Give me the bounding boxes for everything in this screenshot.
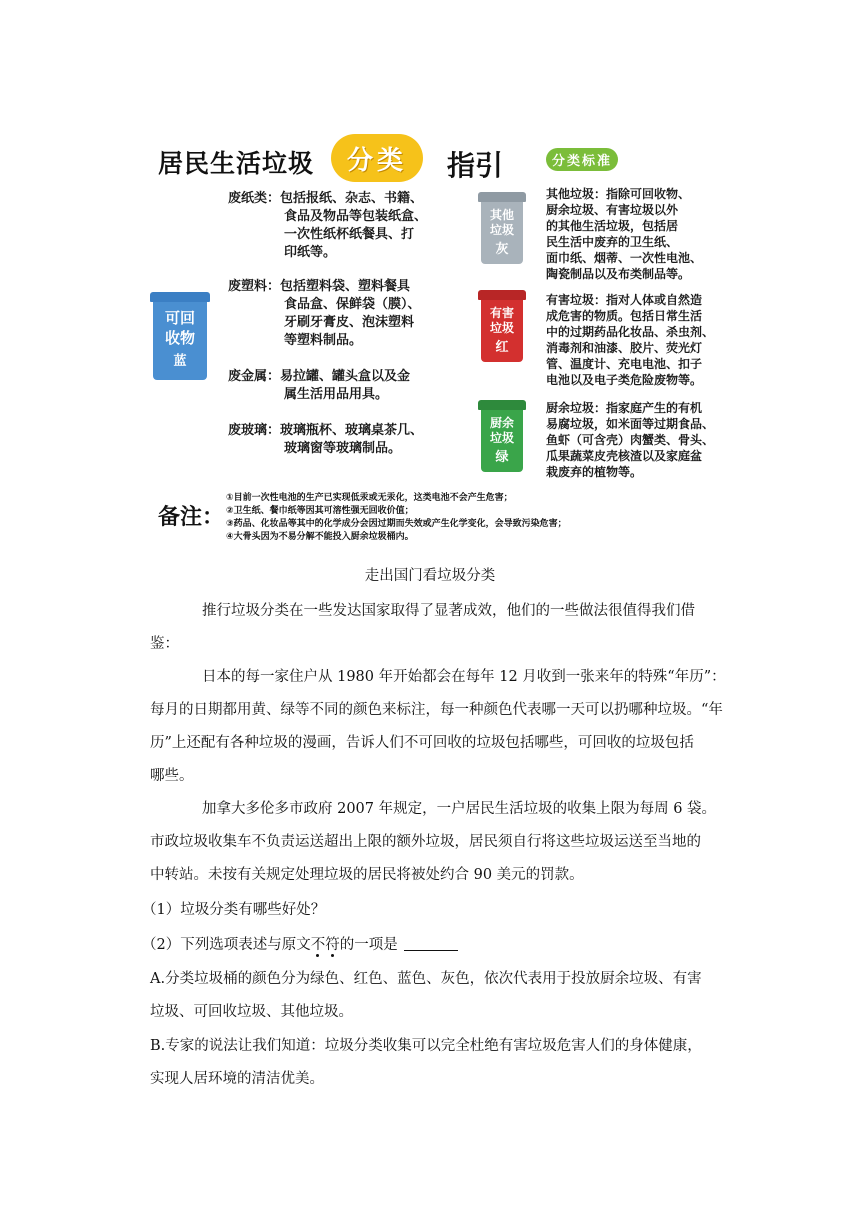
paragraph-3-line-1: 加拿大多伦多市政府 2007 年规定，一户居民生活垃圾的收集上限为每周 6 袋。 — [202, 801, 717, 817]
waste-plastic-text: 废塑料：包括塑料袋、塑料餐具 食品盒、保鲜袋（膜）、 牙刷牙膏皮、泡沫塑料 等塑料制品。 — [228, 279, 421, 348]
answer-blank[interactable] — [404, 950, 458, 951]
waste-paper-text: 废纸类：包括报纸、杂志、书籍、 食品及物品等包装纸盒、 一次性纸杯纸餐具、打 印纸等。 — [228, 191, 428, 260]
notes-label: 备注： — [158, 505, 225, 530]
hazardous-waste-text: 有害垃圾：指对人体或自然造 成危害的物质。包括日常生活 中的过期药品化妆品、杀虫剂、 消毒剂和油漆、胶片、荧光灯 管、温度计、充电电池、扣子 电池以及电子类危险废物等。 — [546, 293, 715, 387]
paragraph-2-line-1: 日本的每一家住户从 1980 年开始都会在每年 12 月收到一张来年的特殊“年历”： — [202, 669, 726, 685]
waste-glass-text: 废玻璃：玻璃瓶杯、玻璃桌茶几、 玻璃窗等玻璃制品。 — [228, 423, 424, 456]
paragraph-2-line-4: 哪些。 — [150, 768, 194, 784]
kitchen-bin-color: 绿 — [495, 450, 509, 465]
poster-title-highlight — [331, 134, 423, 182]
standard-badge: 分类标准 — [546, 148, 618, 171]
garbage-sorting-poster — [150, 128, 738, 544]
option-b-line-2: 实现人居环境的清洁优美。 — [150, 1071, 324, 1087]
notes-list: ①目前一次性电池的生产已实现低汞或无汞化，这类电池不会产生危害； ②卫生纸、餐巾纸等因其可溶性强无回收价值； ③药品、化妆品等其中的化学成分会因过期而失效或产生化学变化，会导致污染危害； ④大骨头因为不易分解不能投入厨余垃圾桶内。 — [226, 493, 567, 542]
paragraph-3-line-2: 市政垃圾收集车不负责运送超出上限的额外垃圾，居民须自行将这些垃圾运送至当地的 — [150, 834, 701, 850]
other-bin-label: 其他垃圾 — [489, 208, 514, 237]
kitchen-waste-text: 厨余垃圾：指家庭产生的有机 易腐垃圾，如米面等过期食品、 鱼虾（可含壳）肉蟹类、骨头、 瓜果蔬菜皮壳核渣以及家庭盆 栽废弃的植物等。 — [546, 401, 715, 479]
kitchen-waste-bin-icon — [478, 400, 526, 472]
option-a-line-2: 垃圾、可回收垃圾、其他垃圾。 — [150, 1004, 353, 1020]
recyclable-bin-label: 可回收物 — [164, 309, 195, 347]
hazardous-bin-color: 红 — [495, 340, 509, 355]
other-waste-bin-icon — [478, 192, 526, 264]
hazardous-waste-bin-icon — [478, 290, 526, 362]
paragraph-1-line-1: 推行垃圾分类在一些发达国家取得了显著成效，他们的一些做法很值得我们借 — [202, 603, 695, 619]
waste-metal-text: 废金属：易拉罐、罐头盒以及金 属生活用品用具。 — [228, 369, 411, 402]
question-2: （2）下列选项表述与原文不符的一项是 — [142, 933, 458, 954]
paragraph-2-line-3: 历”上还配有各种垃圾的漫画，告诉人们不可回收的垃圾包括哪些，可回收的垃圾包括 — [150, 735, 694, 751]
paragraph-3-line-3: 中转站。未按有关规定处理垃圾的居民将被处约合 90 美元的罚款。 — [150, 867, 584, 883]
recyclable-bin-color: 蓝 — [173, 354, 187, 369]
paragraph-2-line-2: 每月的日期都用黄、绿等不同的颜色来标注，每一种颜色代表哪一天可以扔哪种垃圾。“年 — [150, 702, 723, 718]
hazardous-bin-label: 有害垃圾 — [489, 306, 514, 335]
other-waste-text: 其他垃圾：指除可回收物、 厨余垃圾、有害垃圾以外 的其他生活垃圾，包括居 民生活中废弃的卫生纸、 面巾纸、烟蒂、一次性电池、 陶瓷制品以及布类制品等。 — [546, 187, 703, 281]
poster-title: 居民生活垃圾 — [158, 149, 315, 178]
option-b-line-1: B.专家的说法让我们知道：垃圾分类收集可以完全杜绝有害垃圾危害人们的身体健康， — [150, 1038, 702, 1054]
option-a-line-1: A.分类垃圾桶的颜色分为绿色、红色、蓝色、灰色，依次代表用于投放厨余垃圾、有害 — [150, 971, 702, 987]
poster-title-end: 指引 — [447, 149, 504, 182]
question-1: （1）垃圾分类有哪些好处？ — [142, 902, 326, 918]
article-heading: 走出国门看垃圾分类 — [364, 568, 496, 584]
recyclable-bin-icon — [150, 292, 210, 380]
paragraph-1-line-2: 鉴： — [150, 636, 179, 652]
other-bin-color: 灰 — [495, 242, 509, 257]
kitchen-bin-label: 厨余垃圾 — [489, 416, 514, 445]
poster-title-highlight-text: 分类 — [346, 146, 407, 176]
